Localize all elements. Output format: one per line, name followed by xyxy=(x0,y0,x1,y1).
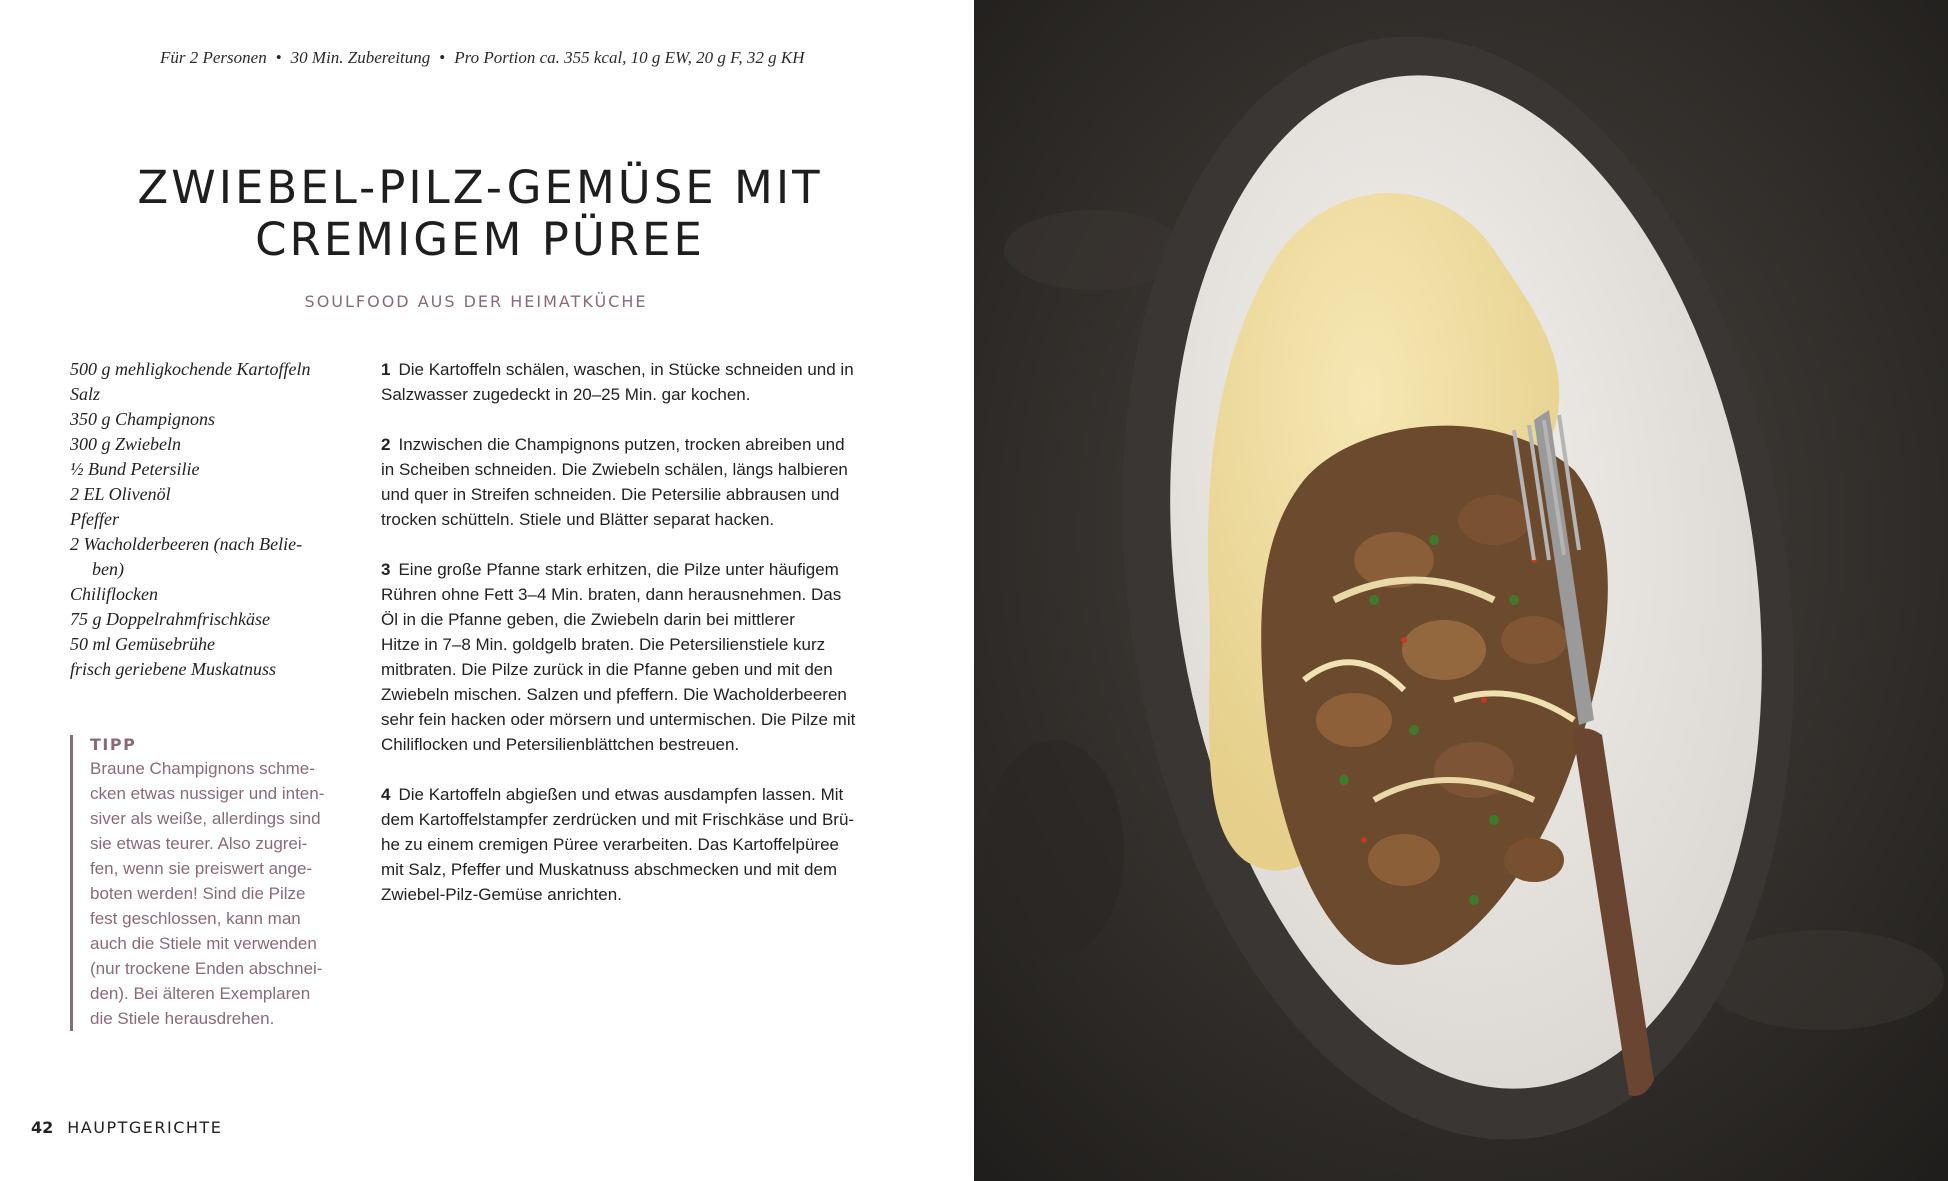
tip-text-line: sie etwas teurer. Also zugrei- xyxy=(90,834,308,853)
tip-text-line: auch die Stiele mit verwenden xyxy=(90,934,317,953)
step-text-line: Die Kartoffeln abgießen und etwas ausdampfen lassen. Mit xyxy=(398,785,844,804)
recipe-subtitle: SOULFOOD AUS DER HEIMATKÜCHE xyxy=(304,292,648,311)
step-text-line: Zwiebel-Pilz-Gemüse anrichten. xyxy=(381,885,622,904)
instruction-step xyxy=(381,782,901,907)
tip-text-line: siver als weiße, allerdings sind xyxy=(90,809,321,828)
instruction-step xyxy=(381,357,901,407)
ingredient-item: 300 g Zwiebeln xyxy=(70,434,181,454)
page-number: 42 xyxy=(31,1118,54,1137)
ingredient-item-continuation: ben) xyxy=(92,559,124,579)
step-text-line: he zu einem cremigen Püree verarbeiten. Das Kartoffelpüree xyxy=(381,835,839,854)
recipe-title-line: ZWIEBEL-PILZ-GEMÜSE MIT xyxy=(137,161,823,214)
step-text-line: mitbraten. Die Pilze zurück in die Pfanne geben und mit den xyxy=(381,660,833,679)
instruction-step xyxy=(381,557,901,757)
step-text-line: dem Kartoffelstampfer zerdrücken und mit Frischkäse und Brü- xyxy=(381,810,855,829)
step-text-line: Öl in die Pfanne geben, die Zwiebeln darin bei mittlerer xyxy=(381,610,795,629)
step-text-line: in Scheiben schneiden. Die Zwiebeln schälen, längs halbieren xyxy=(381,460,848,479)
section-name: HAUPTGERICHTE xyxy=(67,1118,223,1137)
tip-text-line: fen, wenn sie preiswert ange- xyxy=(90,859,313,878)
ingredient-item: frisch geriebene Muskatnuss xyxy=(70,659,276,679)
servings: Für 2 Personen xyxy=(160,48,267,67)
step-number: 3 xyxy=(381,560,391,579)
dish-photo xyxy=(974,0,1948,1181)
step-text-line: Rühren ohne Fett 3–4 Min. braten, dann herausnehmen. Das xyxy=(381,585,842,604)
prep-time: 30 Min. Zubereitung xyxy=(290,48,431,67)
tip-text-line: den). Bei älteren Exemplaren xyxy=(90,984,311,1003)
step-text-line: Eine große Pfanne stark erhitzen, die Pilze unter häufigem xyxy=(398,560,839,579)
step-text-line: mit Salz, Pfeffer und Muskatnuss abschmecken und mit dem xyxy=(381,860,838,879)
dish-photo-illustration xyxy=(974,0,1948,1181)
tip-text-line: (nur trockene Enden abschnei- xyxy=(90,959,323,978)
instruction-steps xyxy=(381,357,901,932)
page-footer xyxy=(31,1118,222,1137)
ingredient-list xyxy=(70,357,340,682)
recipe-title-line: CREMIGEM PÜREE xyxy=(255,213,705,266)
ingredient-item: 2 Wacholderbeeren (nach Belie- xyxy=(70,534,303,554)
step-text-line: trocken schütteln. Stiele und Blätter separat hacken. xyxy=(381,510,775,529)
ingredient-item: Salz xyxy=(70,384,101,404)
step-text-line: sehr fein hacken oder mörsern und untermischen. Die Pilze mit xyxy=(381,710,856,729)
recipe-title xyxy=(80,162,880,266)
recipe-meta xyxy=(160,48,860,68)
step-text-line: Chiliflocken und Petersilienblättchen bestreuen. xyxy=(381,735,740,754)
ingredient-item: 500 g mehligkochende Kartoffeln xyxy=(70,359,311,379)
step-text-line: Salzwasser zugedeckt in 20–25 Min. gar kochen. xyxy=(381,385,751,404)
tip-text-line: boten werden! Sind die Pilze xyxy=(90,884,306,903)
step-text-line: Hitze in 7–8 Min. goldgelb braten. Die Petersilienstiele kurz xyxy=(381,635,826,654)
step-text-line: Die Kartoffeln schälen, waschen, in Stücke schneiden und in xyxy=(398,360,854,379)
step-number: 1 xyxy=(381,360,391,379)
tip-text-line: die Stiele herausdrehen. xyxy=(90,1009,275,1028)
ingredient-item: Chiliflocken xyxy=(70,584,158,604)
step-number: 2 xyxy=(381,435,391,454)
tip-text-line: fest geschlossen, kann man xyxy=(90,909,301,928)
ingredient-item: 75 g Doppelrahmfrischkäse xyxy=(70,609,270,629)
ingredient-item: 2 EL Olivenöl xyxy=(70,484,171,504)
tip-text-line: cken etwas nussiger und inten- xyxy=(90,784,325,803)
ingredient-item: 350 g Champignons xyxy=(70,409,216,429)
step-text-line: Zwiebeln mischen. Salzen und pfeffern. Die Wacholderbeeren xyxy=(381,685,847,704)
step-number: 4 xyxy=(381,785,391,804)
ingredient-item: 50 ml Gemüsebrühe xyxy=(70,634,215,654)
ingredient-item: Pfeffer xyxy=(70,509,119,529)
step-text-line: Inzwischen die Champignons putzen, trocken abreiben und xyxy=(398,435,845,454)
nutrition-info: Pro Portion ca. 355 kcal, 10 g EW, 20 g F, 32 g KH xyxy=(454,48,805,67)
meta-separator: • xyxy=(275,48,282,67)
step-text-line: und quer in Streifen schneiden. Die Petersilie abbrausen und xyxy=(381,485,840,504)
tip-heading: TIPP xyxy=(90,735,137,754)
meta-separator: • xyxy=(439,48,446,67)
ingredient-item: ½ Bund Petersilie xyxy=(70,459,200,479)
tip-box xyxy=(70,735,355,1031)
instruction-step xyxy=(381,432,901,532)
tip-text-line: Braune Champignons schme- xyxy=(90,759,315,778)
